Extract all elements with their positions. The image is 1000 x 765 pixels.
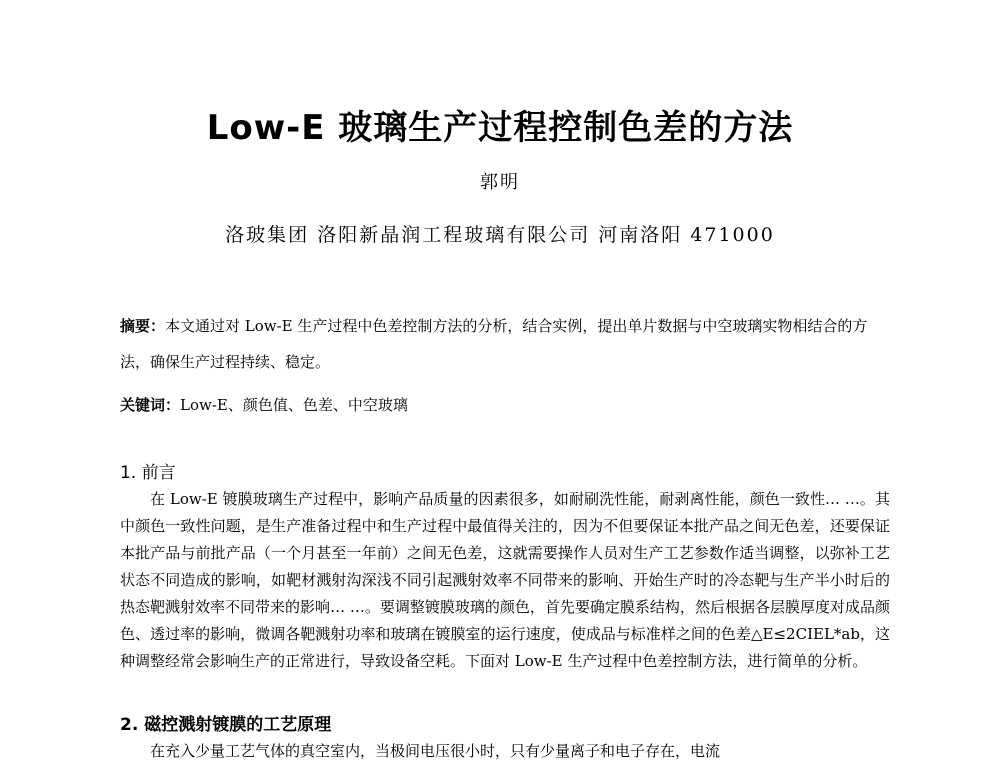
section-1-paragraph: 在 Low-E 镀膜玻璃生产过程中，影响产品质量的因素很多，如耐刷洗性能，耐剥离性能，颜色一致性… …。其中颜色一致性问题，是生产准备过程中和生产过程中最值得关注的，因为不但要保证本批产品之间无色差，还要保证本批产品与前批产品（一个月甚至一年前）之间无色差，这就需要操作人员对生产工艺参数作适当调整，以弥补工艺状态不同造成的影响，如靶材溅射沟深浅不同引起溅射效率不同带来的影响、开始生产时的冷态靶与生产半小时后的热态靶溅射效率不同带来的影响… …。要调整镀膜玻璃的颜色，首先要确定膜系结构，然后根据各层膜厚度对成品颜色、透过率的影响，微调各靶溅射功率和玻璃在镀膜室的运行速度，使成品与标准样之间的色差△E≤2CIEL*ab，这种调整经常会影响生产的正常进行，导致设备空耗。下面对 Low-E 生产过程中色差控制方法，进行简单的分析。	[120, 490, 890, 670]
author-affiliation: 洛玻集团 洛阳新晶润工程玻璃有限公司 河南洛阳 471000	[225, 224, 775, 246]
abstract-label: 摘要：	[120, 317, 166, 335]
keywords	[120, 390, 888, 420]
section-1-heading: 1. 前言	[120, 463, 176, 483]
keywords-text: Low-E、颜色值、色差、中空玻璃	[180, 396, 408, 414]
author-name: 郭明	[480, 172, 520, 193]
abstract-text: 本文通过对 Low-E 生产过程中色差控制方法的分析，结合实例，提出单片数据与中空玻璃实物相结合的方法，确保生产过程持续、稳定。	[120, 317, 868, 371]
keywords-label: 关键词：	[120, 396, 181, 414]
section-2-heading: 2. 磁控溅射镀膜的工艺原理	[120, 715, 332, 735]
paper-title: Low-E 玻璃生产过程控制色差的方法	[206, 108, 794, 148]
section-2-paragraph: 在充入少量工艺气体的真空室内，当极间电压很小时，只有少量离子和电子存在，电流	[150, 742, 721, 760]
abstract	[120, 308, 888, 380]
